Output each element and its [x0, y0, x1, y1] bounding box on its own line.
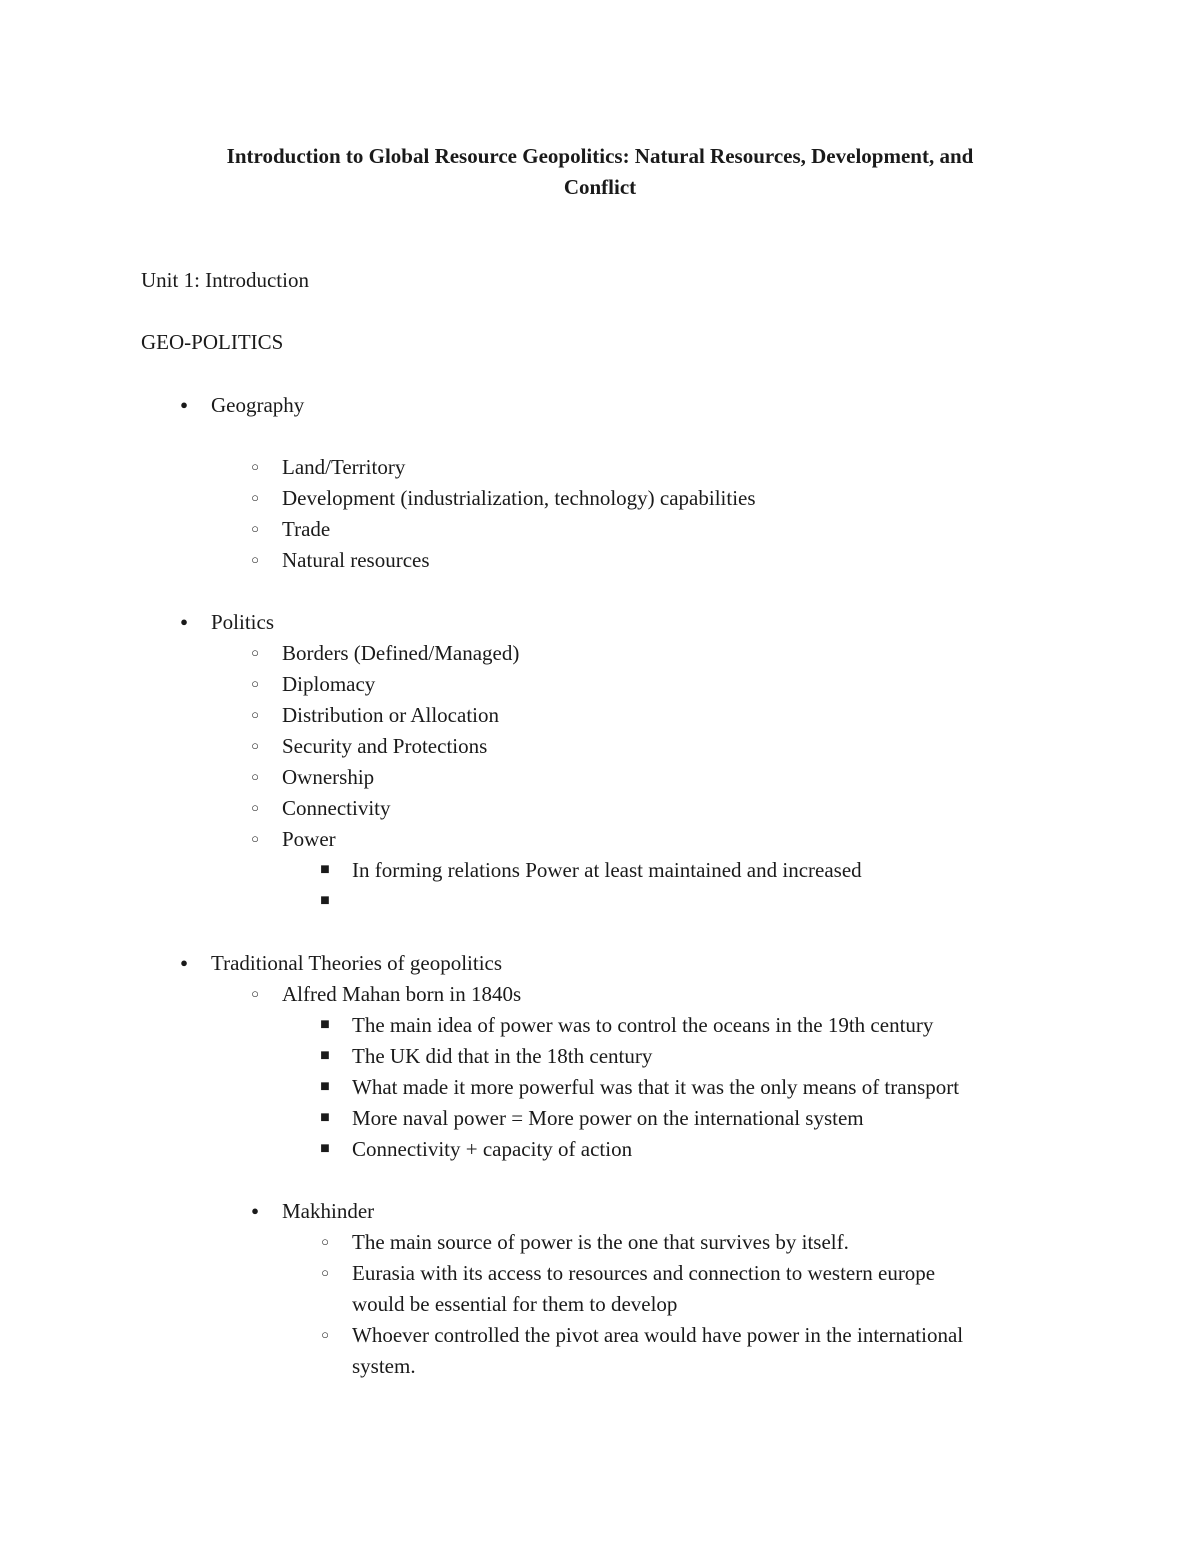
- circle-bullet-icon: ○: [251, 552, 259, 567]
- list-item: Borders (Defined/Managed): [282, 641, 520, 665]
- square-bullet-icon: ■: [320, 1109, 330, 1126]
- list-item: Connectivity: [282, 796, 391, 820]
- politics-label: Politics: [211, 610, 275, 634]
- disc-bullet-icon: ●: [180, 614, 188, 629]
- list-item-continuation: system.: [352, 1354, 416, 1378]
- circle-bullet-icon: ○: [251, 800, 259, 815]
- section-heading: GEO-POLITICS: [141, 330, 284, 354]
- disc-bullet-icon: ●: [180, 397, 188, 412]
- list-item: Distribution or Allocation: [282, 703, 499, 727]
- square-bullet-icon: ■: [320, 892, 330, 909]
- disc-bullet-icon: ●: [251, 1203, 259, 1218]
- list-item: In forming relations Power at least maintained and increased: [352, 858, 862, 882]
- list-item: Ownership: [282, 765, 375, 789]
- circle-bullet-icon: ○: [321, 1265, 329, 1280]
- circle-bullet-icon: ○: [251, 769, 259, 784]
- list-item: Power: [282, 827, 336, 851]
- list-item: The main idea of power was to control the oceans in the 19th century: [352, 1013, 934, 1037]
- circle-bullet-icon: ○: [321, 1234, 329, 1249]
- list-item: Eurasia with its access to resources and connection to western europe: [352, 1261, 936, 1285]
- list-item: More naval power = More power on the international system: [352, 1106, 864, 1130]
- circle-bullet-icon: ○: [251, 459, 259, 474]
- list-item: Connectivity + capacity of action: [352, 1137, 633, 1161]
- list-item: Natural resources: [282, 548, 430, 572]
- list-item: Trade: [282, 517, 331, 541]
- square-bullet-icon: ■: [320, 861, 330, 878]
- circle-bullet-icon: ○: [251, 707, 259, 722]
- list-item: The main source of power is the one that survives by itself.: [352, 1230, 849, 1254]
- circle-bullet-icon: ○: [251, 738, 259, 753]
- list-item: What made it more powerful was that it was the only means of transport: [352, 1075, 960, 1099]
- circle-bullet-icon: ○: [251, 676, 259, 691]
- traditional-theories-label: Traditional Theories of geopolitics: [211, 951, 503, 975]
- list-item: Whoever controlled the pivot area would have power in the international: [352, 1323, 964, 1347]
- makhinder-label: Makhinder: [282, 1199, 375, 1223]
- document-title-line-1: Introduction to Global Resource Geopolitics: Natural Resources, Development, and: [226, 144, 974, 168]
- square-bullet-icon: ■: [320, 1078, 330, 1095]
- list-item: Land/Territory: [282, 455, 406, 479]
- circle-bullet-icon: ○: [321, 1327, 329, 1342]
- document-title-line-2: Conflict: [563, 175, 637, 199]
- square-bullet-icon: ■: [320, 1140, 330, 1157]
- unit-heading: Unit 1: Introduction: [141, 268, 309, 292]
- list-item-continuation: would be essential for them to develop: [352, 1292, 678, 1316]
- square-bullet-icon: ■: [320, 1016, 330, 1033]
- list-item: Security and Protections: [282, 734, 488, 758]
- circle-bullet-icon: ○: [251, 831, 259, 846]
- circle-bullet-icon: ○: [251, 645, 259, 660]
- circle-bullet-icon: ○: [251, 490, 259, 505]
- list-item: Diplomacy: [282, 672, 376, 696]
- mahan-label: Alfred Mahan born in 1840s: [282, 982, 522, 1006]
- geography-label: Geography: [211, 393, 305, 417]
- square-bullet-icon: ■: [320, 1047, 330, 1064]
- disc-bullet-icon: ●: [180, 955, 188, 970]
- list-item: The UK did that in the 18th century: [352, 1044, 653, 1068]
- circle-bullet-icon: ○: [251, 521, 259, 536]
- list-item: Development (industrialization, technology) capabilities: [282, 486, 756, 510]
- circle-bullet-icon: ○: [251, 986, 259, 1001]
